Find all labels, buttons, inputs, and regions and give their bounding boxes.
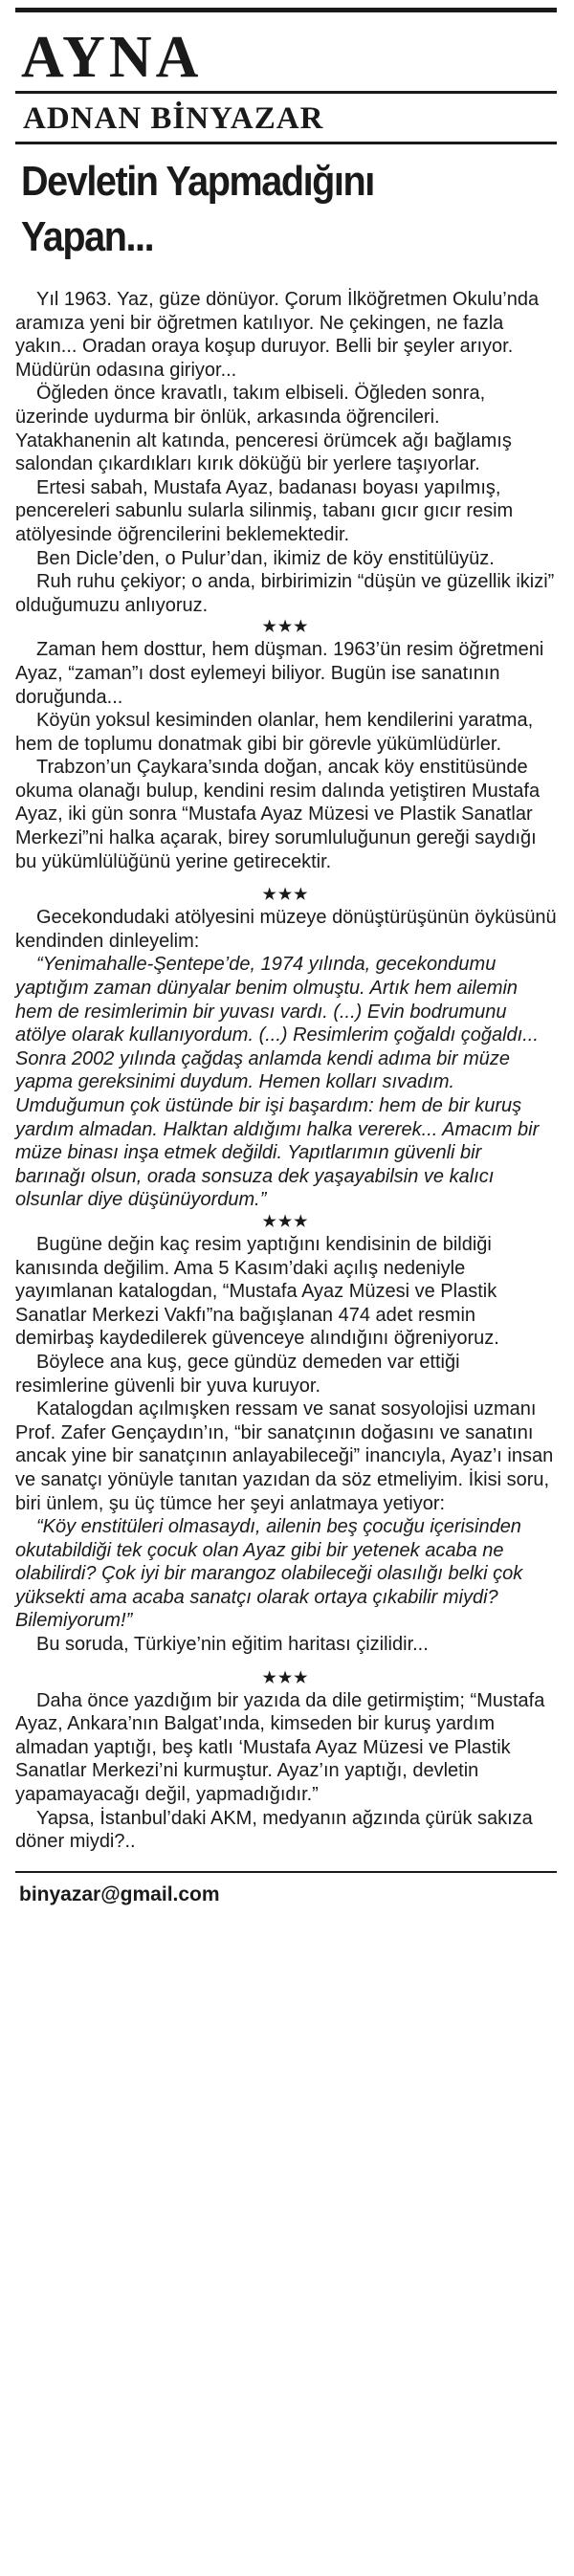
article-column: [15, 0, 557, 1909]
section-separator: ★★★: [262, 1669, 310, 1686]
paragraph: Ben Dicle’den, o Pulur’dan, ikimiz de köy enstitülüyüz.: [36, 547, 495, 569]
section-separator: ★★★: [262, 1213, 310, 1230]
headline-line: Devletin Yapmadığını: [21, 158, 374, 205]
footer-rule: [15, 1871, 557, 1873]
paragraph: Böylece ana kuş, gece gündüz demeden var ettiği resimlerine güvenli bir yuva kuruyor.: [15, 1351, 460, 1397]
article-body: [15, 288, 557, 1854]
author-rule: [15, 142, 557, 144]
headline: [21, 154, 555, 265]
paragraph: Bu soruda, Türkiye’nin eğitim haritası çizilidir...: [36, 1634, 429, 1656]
paragraph: Yıl 1963. Yaz, güze dönüyor. Çorum İlköğretmen Okulu’nda aramıza yeni bir öğretmen katılıyor. Ne çekingen, ne fazla yakın... Oradan oraya koşup duruyor. Belli bir şeyler arıyor. Müdürün odasına giriyor...: [15, 289, 540, 381]
paragraph: Ertesi sabah, Mustafa Ayaz, badanası boyası yapılmış, pencereleri sabunlu sularla silinmiş, tabanı gıcır gıcır resim atölyesinde öğrencilerini beklemektedir.: [15, 476, 514, 545]
paragraph: Ruh ruhu çekiyor; o anda, birbirimizin “düşün ve güzellik ikizi” olduğumuzu anlıyoruz.: [15, 571, 555, 616]
paragraph: Gecekondudaki atölyesini müzeye dönüştürüşünün öyküsünü kendinden dinleyelim:: [15, 907, 557, 952]
section-separator: ★★★: [262, 887, 310, 904]
top-rule: [15, 8, 557, 12]
column-name: AYNA: [21, 25, 203, 90]
paragraph: Trabzon’un Çaykara’sında doğan, ancak köy enstitüsünde okuma olanağı bulup, kendini resim dalında yetiştiren Mustafa Ayaz, iki gün sonra “Mustafa Ayaz Müzesi ve Plastik Sanatlar Merkezi”ni halka açarak, birey sorumluluğunun gereği saydığı bu yükümlülüğünü yerine getirecektir.: [15, 757, 541, 872]
quote-paragraph: “Yenimahalle-Şentepe’de, 1974 yılında, gecekondumu yaptığım zaman dünyalar benim olmuştu. Artık hem ailemin hem de resimlerimin bir yuvası vardı. (...) Evin bodrumunu atölye olarak kullanıyordum. (...) Resimlerim çoğaldı çoğaldı... Sonra 2002 yılında çağdaş anlamda kendi adıma bir müze yapma gereksinimi duydum. Hemen kolları sıvadım. Umduğumun çok üstünde bir işi başardım: hem de bir kuruş yardım almadan. Halktan aldığımı halka vererek... Amacım bir müze binası inşa etmek değildi. Yapıtlarımın güvenli bir barınağı olsun, orada sonsuza dek yaşayabilsin ve kalıcı olsunlar diye düşünüyordum.”: [15, 954, 540, 1211]
paragraph: Zaman hem dosttur, hem düşman. 1963’ün resim öğretmeni Ayaz, “zaman”ı dost eylemeyi biliyor. Bugün ise sanatının doruğunda...: [15, 639, 544, 708]
author-email[interactable]: binyazar@gmail.com: [19, 1882, 220, 1905]
paragraph: Daha önce yazdığım bir yazıda da dile getirmiştim; “Mustafa Ayaz, Ankara’nın Balgat’ında, kimseden bir kuruş yardım almadan yaptığı, beş katlı ‘Mustafa Ayaz Müzesi ve Plastik Sanatlar Merkezi’ni kurmuştur. Ayaz’ın yaptığı, devletin yapamayacağı değil, yapmadığıdır.”: [15, 1689, 545, 1806]
section-separator: ★★★: [262, 619, 310, 636]
headline-line: Yapan...: [21, 213, 154, 260]
author-name: ADNAN BİNYAZAR: [23, 101, 324, 136]
quote-paragraph: “Köy enstitüleri olmasaydı, ailenin beş çocuğu içerisinden okutabildiği tek çocuk olan Ayaz gibi bir yetenek acaba ne olabilirdi? Çok iyi bir marangoz olabileceği olasılığı belki çok yüksekti ama acaba sanatçı olarak ortaya çıkabilir miydi? Bilemiyorum!”: [15, 1516, 523, 1632]
paragraph: Köyün yoksul kesiminden olanlar, hem kendilerini yaratma, hem de toplumu donatmak gibi bir görevle yükümlüdürler.: [15, 710, 534, 755]
paragraph: Katalogdan açılmışken ressam ve sanat sosyolojisi uzmanı Prof. Zafer Gençaydın’ın, “bir sanatçının doğasını ve sanatını ancak yine bir sanatçının anlayabileceği” inancıyla, Ayaz’ı insan ve sanatçı yönüyle tanıtan yazıdan da söz etmeliyim. İkisi soru, biri ünlem, şu üç tümce her şeyi anlatmaya yetiyor:: [15, 1398, 554, 1514]
logo-rule: [15, 91, 557, 94]
paragraph: Öğleden önce kravatlı, takım elbiseli. Öğleden sonra, üzerinde uydurma bir önlük, arkasında öğrencileri. Yatakhanenin alt katında, penceresi örümcek ağı bağlamış salondan çıkardıkları kırık döküğü bir yerlere taşıyorlar.: [15, 383, 512, 475]
paragraph: Bugüne değin kaç resim yaptığını kendisinin de bildiği kanısında değilim. Ama 5 Kasım’daki açılış nedeniyle yayımlanan katalogdan, “Mustafa Ayaz Müzesi ve Plastik Sanatlar Merkezi Vakfı”na bağışlanan 474 adet resmin demirbaş kaydedilerek güvenceye alındığını öğreniyoruz.: [15, 1233, 499, 1350]
paragraph: Yapsa, İstanbul’daki AKM, medyanın ağzında çürük sakıza döner miydi?..: [15, 1807, 533, 1853]
